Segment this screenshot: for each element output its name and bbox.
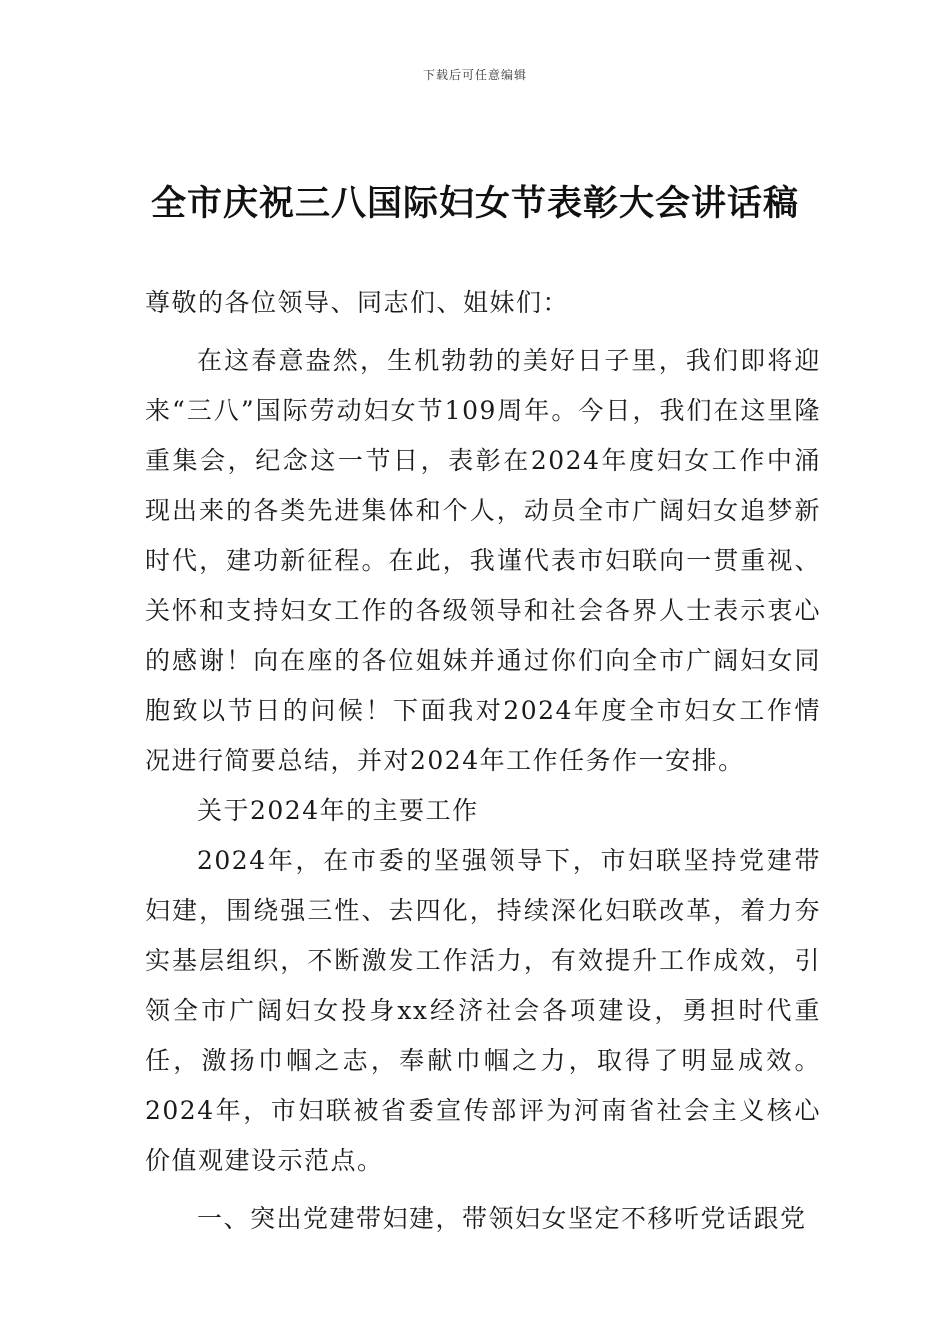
salutation: 尊敬的各位领导、同志们、姐妹们： [145, 288, 570, 317]
header-note: 下载后可任意编辑 [422, 68, 527, 82]
section-heading: 关于2024年的主要工作 [197, 796, 479, 825]
document-body [145, 278, 821, 1244]
paragraph-summary: 2024年，在市委的坚强领导下，市妇联坚持党建带妇建，围绕强三性、去四化，持续深化妇联改革，着力夯实基层组织，不断激发工作活力，有效提升工作成效，引领全市广阔妇女投身xx经济社会各项建设，勇担时代重任，激扬巾帼之志，奉献巾帼之力，取得了明显成效。2024年，市妇联被省委宣传部评为河南省社会主义核心价值观建设示范点。 [145, 846, 821, 1175]
section-heading-one: 一、突出党建带妇建，带领妇女坚定不移听党话跟党 [197, 1204, 807, 1233]
paragraph-intro: 在这春意盎然，生机勃勃的美好日子里，我们即将迎来“三八”国际劳动妇女节109周年。今日，我们在这里隆重集会，纪念这一节日，表彰在2024年度妇女工作中涌现出来的各类先进集体和个人，动员全市广阔妇女追梦新时代，建功新征程。在此，我谨代表市妇联向一贯重视、关怀和支持妇女工作的各级领导和社会各界人士表示衷心的感谢！向在座的各位姐妹并通过你们向全市广阔妇女同胞致以节日的问候！下面我对2024年度全市妇女工作情况进行简要总结，并对2024年工作任务作一安排。 [145, 346, 821, 775]
document-title: 全市庆祝三八国际妇女节表彰大会讲话稿 [150, 184, 799, 224]
